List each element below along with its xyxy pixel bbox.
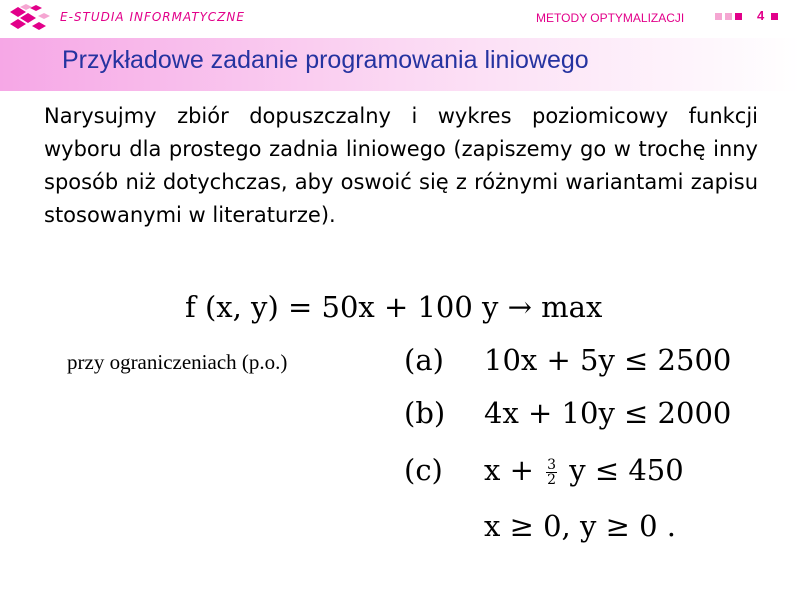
header-bar [0,0,800,38]
progress-square [725,13,732,20]
slide-progress-squares [715,13,742,20]
constraint-c-left: x + [484,453,534,487]
fraction-three-halves [546,458,557,487]
slide-title: Przykładowe zadanie programowania liniowego [62,46,589,74]
progress-square [715,13,722,20]
constraint-expr-c [484,453,684,487]
constraint-expr-b: 4x + 10y ≤ 2000 [484,396,732,430]
fraction-denominator: 2 [547,471,557,488]
constraint-c-right: y ≤ 450 [569,453,684,487]
constraint-tag-c: (c) [404,453,443,487]
constraints-label: przy ograniczeniach (p.o.) [67,350,288,374]
objective-function: f (x, y) = 50x + 100 y → max [185,290,603,324]
constraint-tag-b: (b) [404,396,446,430]
page-number: 4 [757,8,765,23]
nonnegativity-constraints: x ≥ 0, y ≥ 0 . [484,509,676,543]
diamond-grid-logo-icon [6,4,52,32]
brand-name: E-STUDIA INFORMATYCZNE [60,10,245,24]
constraint-tag-a: (a) [404,343,444,377]
constraint-expr-a: 10x + 5y ≤ 2500 [484,343,732,377]
intro-paragraph: Narysujmy zbiór dopuszczalny i wykres poziomicowy funkcji wyboru dla prostego zadnia liniowego (zapiszemy go w trochę inny sposób niż dotychczas, aby oswoić się z różnymi wariantami zapisu stosowanymi w literaturze). [44,104,758,227]
progress-square [735,13,742,20]
course-title: METODY OPTYMALIZACJI [536,11,685,25]
progress-square [771,13,778,20]
fraction-numerator: 3 [547,456,557,473]
